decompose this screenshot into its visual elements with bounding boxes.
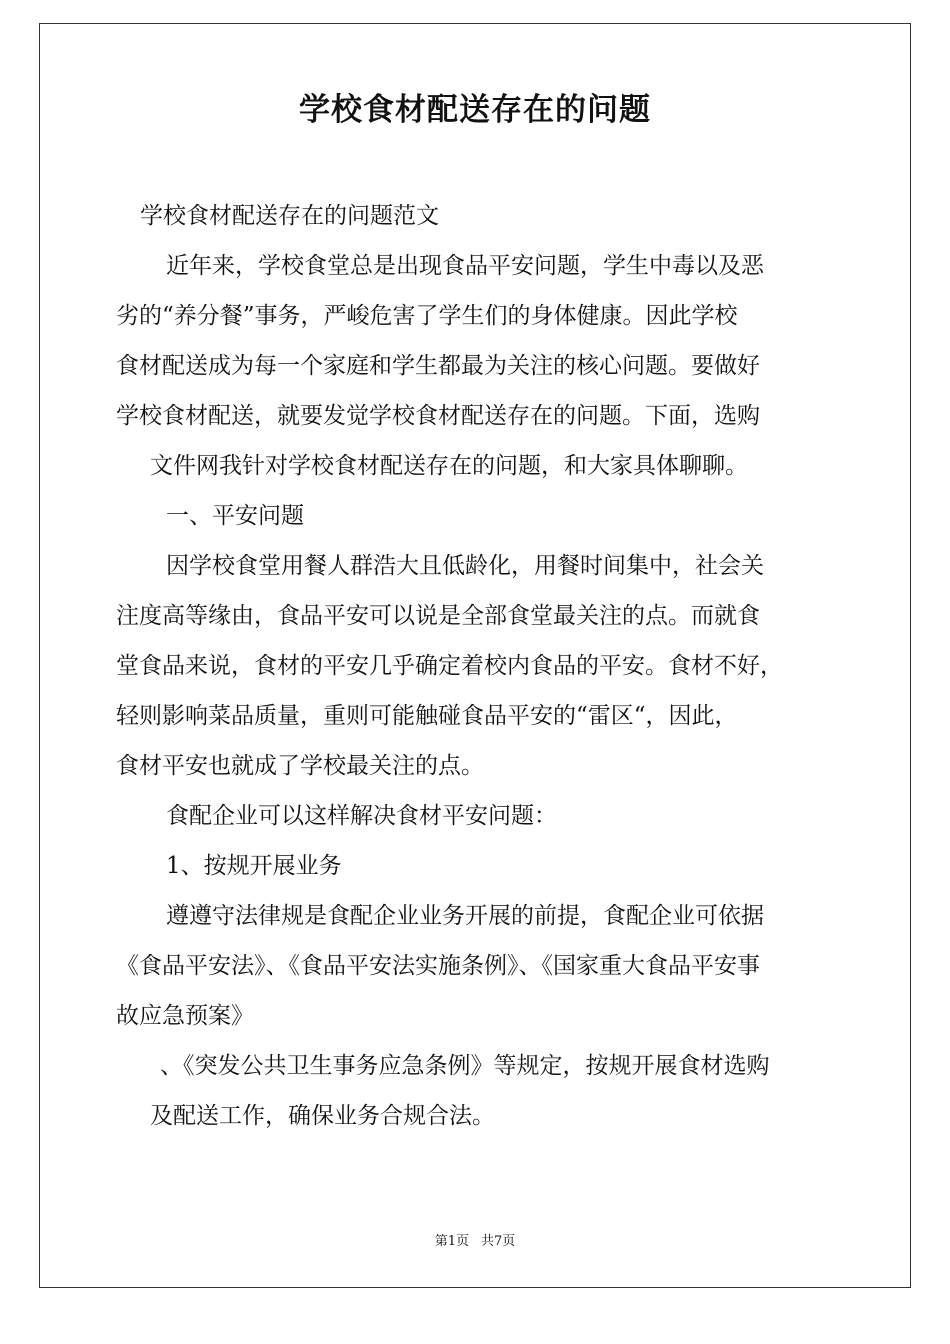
text-line: 劣的“养分餐”事务，严峻危害了学生们的身体健康。因此学校 — [116, 303, 738, 329]
text-line-subtitle: 学校食材配送存在的问题范文 — [140, 203, 439, 229]
text-line: 近年来，学校食堂总是出现食品平安问题，学生中毒以及恶 — [166, 253, 764, 279]
subsection-heading: 1、按规开展业务 — [166, 853, 342, 879]
text-line: 遵遵守法律规是食配企业业务开展的前提，食配企业可依据 — [166, 903, 764, 929]
page-number: 第1页 — [434, 1234, 469, 1249]
text-line: 食材平安也就成了学校最关注的点。 — [116, 753, 484, 779]
text-line: 食材配送成为每一个家庭和学生都最为关注的核心问题。要做好 — [116, 353, 760, 379]
page-footer — [0, 1232, 950, 1252]
text-line: 故应急预案》 — [116, 1003, 254, 1029]
text-line: 文件网我针对学校食材配送存在的问题，和大家具体聊聊。 — [150, 453, 748, 479]
text-line: 、《突发公共卫生事务应急条例》等规定，按规开展食材选购 — [160, 1053, 770, 1079]
text-line: 注度高等缘由，食品平安可以说是全部食堂最关注的点。而就食 — [116, 603, 760, 629]
document-title: 学校食材配送存在的问题 — [299, 92, 651, 128]
section-heading: 一、平安问题 — [166, 503, 304, 529]
text-line: 食配企业可以这样解决食材平安问题： — [166, 803, 557, 829]
page-total: 共7页 — [481, 1234, 516, 1249]
text-line: 及配送工作，确保业务合规合法。 — [150, 1103, 495, 1129]
text-line: 因学校食堂用餐人群浩大且低龄化，用餐时间集中，社会关 — [166, 553, 764, 579]
text-line: 学校食材配送，就要发觉学校食材配送存在的问题。下面，选购 — [116, 403, 760, 429]
text-line: 轻则影响菜品质量，重则可能触碰食品平安的“雷区“，因此， — [116, 703, 738, 729]
text-line: 《食品平安法》、《食品平安法实施条例》、《国家重大食品平安事 — [116, 953, 760, 979]
text-line: 堂食品来说，食材的平安几乎确定着校内食品的平安。食材不好， — [116, 653, 783, 679]
